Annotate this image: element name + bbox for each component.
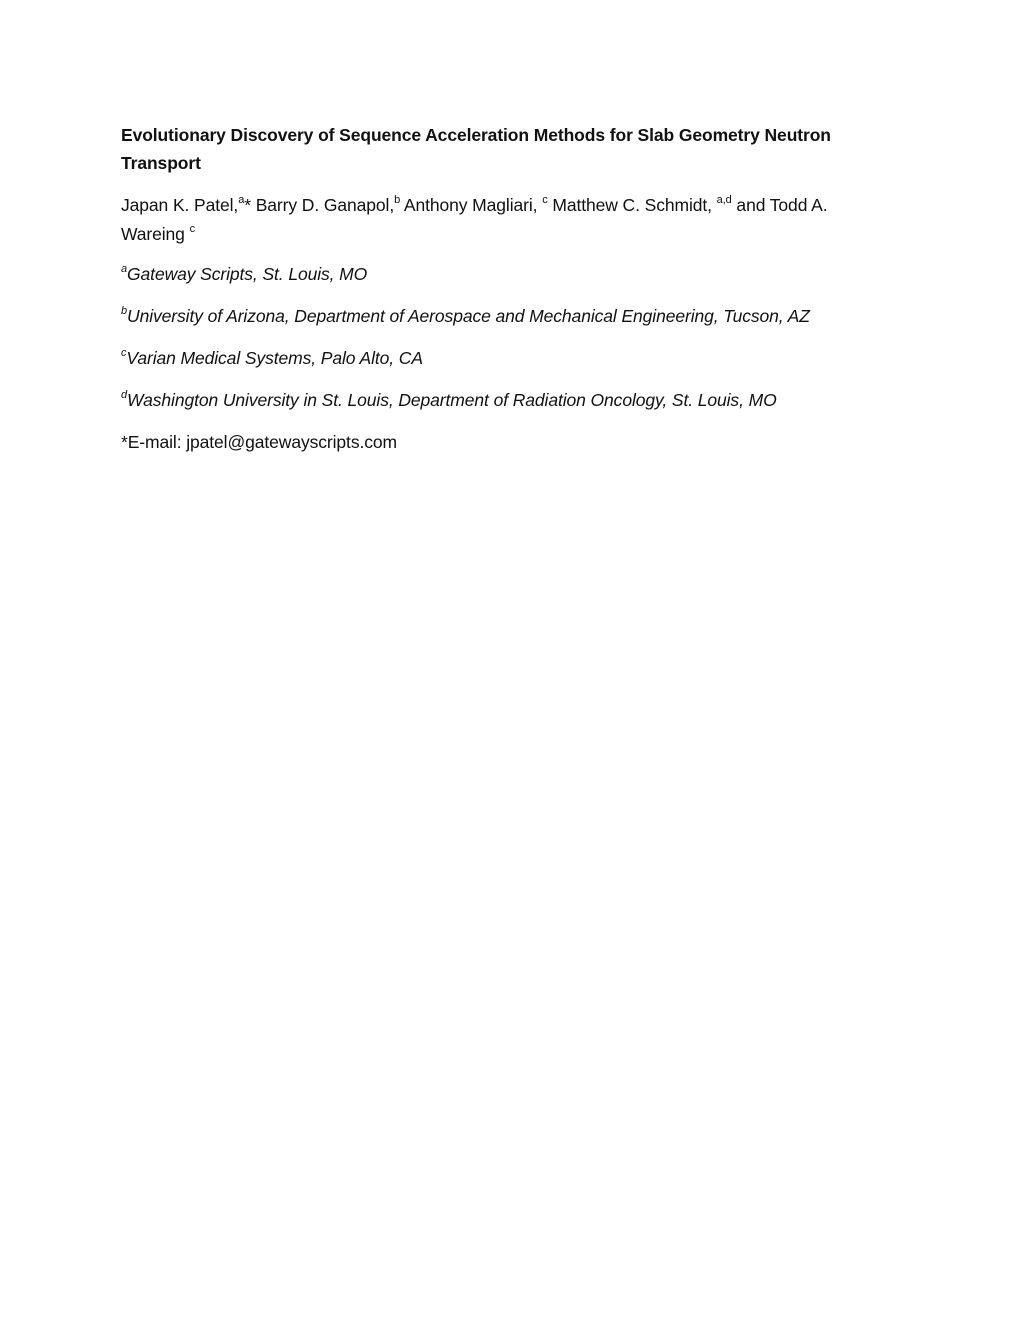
paper-title: Evolutionary Discovery of Sequence Acceleration Methods for Slab Geometry Neutron Transport (121, 125, 831, 173)
affiliation-text: University of Arizona, Department of Aerospace and Mechanical Engineering, Tucson, AZ (127, 306, 810, 326)
author-affiliation-mark: a (238, 194, 245, 207)
author-affiliation-mark: c (189, 223, 195, 236)
contact-email: *E-mail: jpatel@gatewayscripts.com (121, 432, 397, 452)
author-list (121, 191, 881, 249)
affiliation-mark: a (121, 263, 128, 276)
author-name: and Todd A. Wareing (121, 195, 828, 244)
affiliation-text: Varian Medical Systems, Palo Alto, CA (126, 348, 423, 368)
affiliation-text: Gateway Scripts, St. Louis, MO (127, 264, 368, 284)
author-name: Matthew C. Schmidt, (547, 195, 717, 215)
affiliation-mark: c (121, 347, 127, 360)
title-block (121, 121, 881, 455)
author-name: Barry D. Ganapol, (250, 195, 395, 215)
author-affiliation-mark: b (394, 194, 401, 207)
author-name: Japan K. Patel, (121, 195, 239, 215)
affiliation-text: Washington University in St. Louis, Department of Radiation Oncology, St. Louis, MO (127, 390, 777, 410)
affiliation (121, 345, 881, 371)
author-affiliation-mark: a,d (716, 194, 732, 207)
corresponding-author-mark: * (244, 195, 251, 215)
affiliation-mark: b (121, 305, 128, 318)
affiliation (121, 261, 881, 287)
affiliation (121, 387, 881, 413)
affiliation (121, 303, 881, 329)
author-affiliation-mark: c (542, 194, 548, 207)
author-name: Anthony Magliari, (400, 195, 543, 215)
affiliation-mark: d (121, 389, 128, 402)
